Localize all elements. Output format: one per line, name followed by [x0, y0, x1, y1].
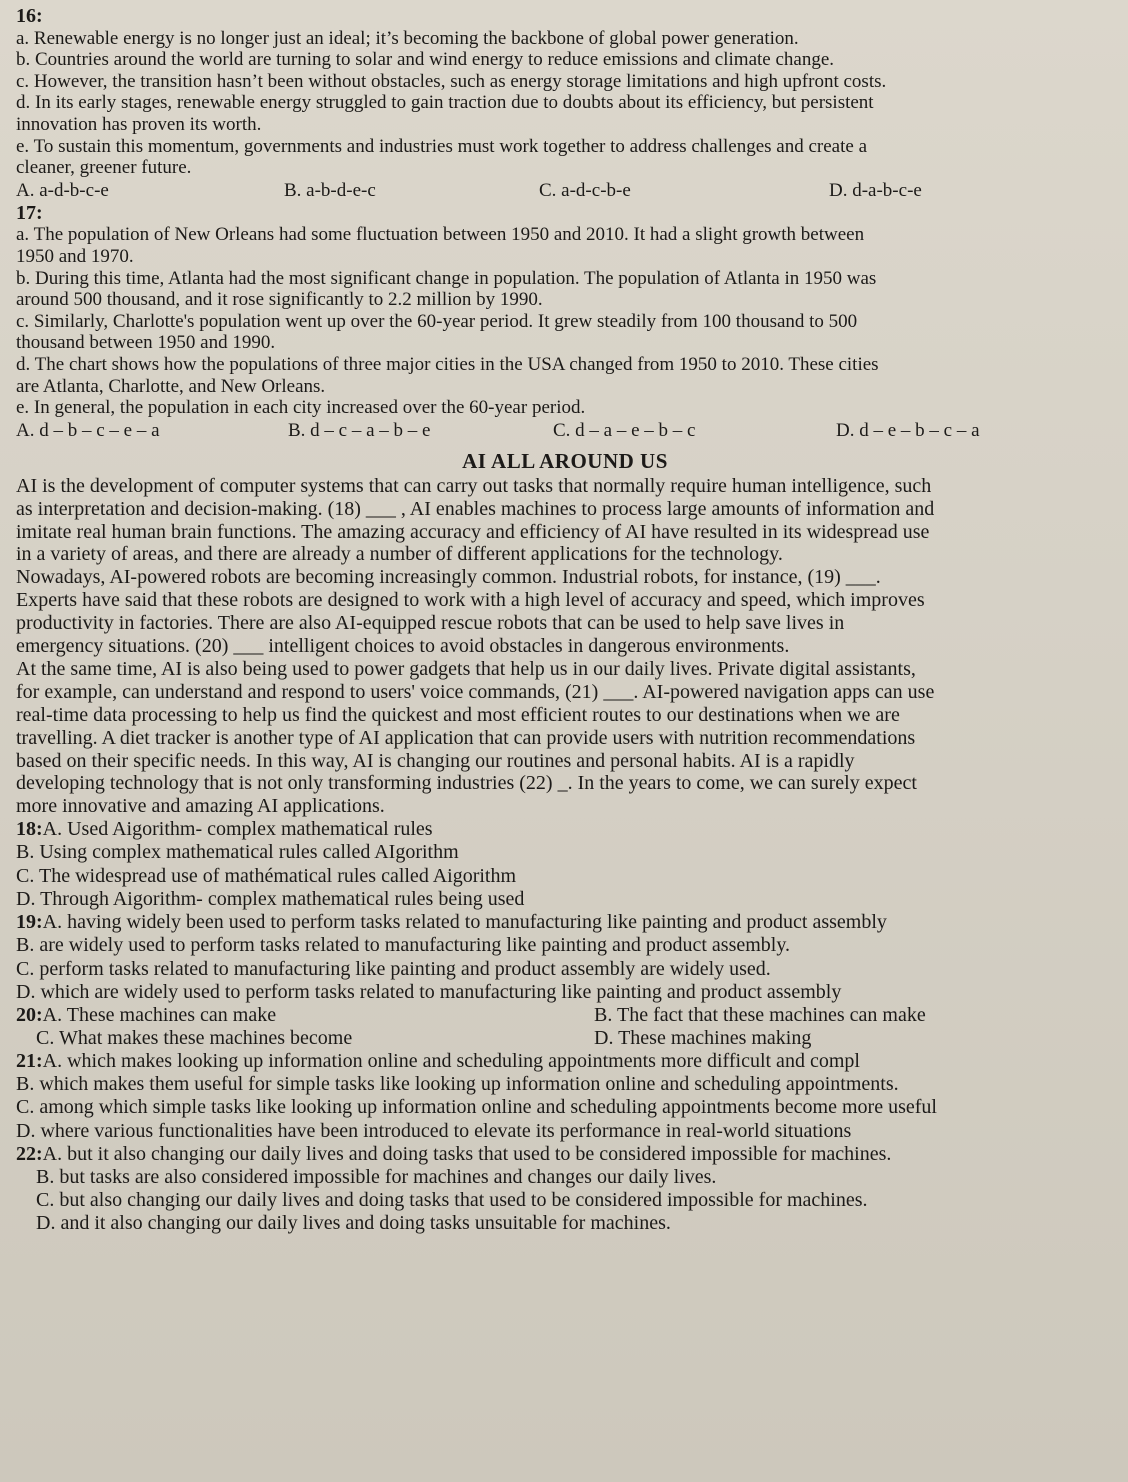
option-c[interactable]: C. What makes these machines become: [36, 1026, 353, 1049]
option-b[interactable]: B. but tasks are also considered impossible for machines and changes our daily lives.: [36, 1165, 717, 1188]
sentence-d-cont: are Atlanta, Charlotte, and New Orleans.: [16, 375, 326, 397]
option-c[interactable]: C. a-d-c-b-e: [539, 179, 631, 201]
option-a[interactable]: A. a-d-b-c-e: [16, 179, 109, 201]
sentence-e: e. To sustain this momentum, governments and industries must work together to address challenges and create a: [16, 135, 868, 157]
passage-line: imitate real human brain functions. The amazing accuracy and efficiency of AI have resulted in its widespread use: [16, 520, 930, 543]
question-number: 20:: [16, 1003, 43, 1026]
passage-line: At the same time, AI is also being used to power gadgets that help us in our daily lives. Private digital assistants,: [16, 657, 916, 680]
sentence-b: b. During this time, Atlanta had the most significant change in population. The population of Atlanta in 1950 was: [16, 267, 877, 289]
sentence-b-cont: around 500 thousand, and it rose significantly to 2.2 million by 1990.: [16, 289, 543, 311]
question-21: [16, 1050, 1114, 1143]
sentence-e-cont: cleaner, greener future.: [16, 157, 192, 179]
answer-options: [16, 179, 1114, 203]
option-b[interactable]: B. d – c – a – b – e: [288, 419, 431, 441]
option-b[interactable]: B. The fact that these machines can make: [594, 1003, 926, 1026]
option-a[interactable]: A. These machines can make: [42, 1003, 277, 1026]
option-d[interactable]: D. where various functionalities have been introduced to elevate its performance in real-world situations: [16, 1119, 852, 1142]
passage-line: emergency situations. (20) ___ intelligent choices to avoid obstacles in dangerous environments.: [16, 635, 790, 658]
passage-line: AI is the development of computer systems that can carry out tasks that normally require human intelligence, such: [16, 474, 932, 497]
option-b[interactable]: B. which makes them useful for simple tasks like looking up information online and scheduling appointments.: [16, 1073, 899, 1096]
passage-line: as interpretation and decision-making. (18) ___ , AI enables machines to process large amounts of information and: [16, 497, 935, 520]
passage-line: in a variety of areas, and there are already a number of different applications for the technology.: [16, 543, 783, 566]
sentence-d: d. The chart shows how the populations of three major cities in the USA changed from 1950 to 2010. These cities: [16, 353, 879, 375]
option-a[interactable]: A. which makes looking up information online and scheduling appointments more difficult and compl: [42, 1049, 860, 1072]
passage-line: for example, can understand and respond to users' voice commands, (21) ___. AI-powered navigation apps can use: [16, 680, 935, 703]
sentence-b: b. Countries around the world are turning to solar and wind energy to reduce emissions and climate change.: [16, 49, 835, 71]
question-number: 22:: [16, 1142, 43, 1165]
passage-line: productivity in factories. There are also AI-equipped rescue robots that can be used to help save lives in: [16, 612, 845, 635]
sentence-a: a. The population of New Orleans had some fluctuation between 1950 and 2010. It had a slight growth between: [16, 224, 865, 246]
option-b[interactable]: B. Using complex mathematical rules called AIgorithm: [16, 841, 459, 864]
option-a[interactable]: A. d – b – c – e – a: [16, 419, 160, 441]
passage-line: real-time data processing to help us find the quickest and most efficient routes to our destinations when we are: [16, 703, 900, 726]
sentence-a-cont: 1950 and 1970.: [16, 245, 134, 267]
option-a[interactable]: A. having widely been used to perform tasks related to manufacturing like painting and product assembly: [42, 911, 887, 934]
question-16: [16, 6, 1114, 203]
question-22: [16, 1143, 1114, 1236]
option-a[interactable]: A. Used Aigorithm- complex mathematical rules: [42, 818, 433, 841]
sentence-c: c. Similarly, Charlotte's population went up over the 60-year period. It grew steadily from 100 thousand to 500: [16, 310, 858, 332]
option-c[interactable]: C. but also changing our daily lives and doing tasks that used to be considered impossible for machines.: [36, 1189, 868, 1212]
sentence-d-cont: innovation has proven its worth.: [16, 113, 262, 135]
question-17: [16, 203, 1114, 443]
option-c[interactable]: C. among which simple tasks like looking up information online and scheduling appointments become more useful: [16, 1096, 937, 1119]
passage-title: AI ALL AROUND US: [462, 448, 668, 473]
question-number: 17:: [16, 202, 43, 224]
question-number: 19:: [16, 911, 43, 934]
option-d[interactable]: D. and it also changing our daily lives and doing tasks unsuitable for machines.: [36, 1212, 671, 1235]
passage-line: travelling. A diet tracker is another type of AI application that can provide users with nutrition recommendations: [16, 726, 916, 749]
question-20: [16, 1004, 1114, 1050]
question-number: 21:: [16, 1049, 43, 1072]
option-a[interactable]: A. but it also changing our daily lives and doing tasks that used to be considered impossible for machines.: [42, 1142, 892, 1165]
question-number: 16:: [16, 6, 43, 27]
sentence-d: d. In its early stages, renewable energy struggled to gain traction due to doubts about its efficiency, but persistent: [16, 92, 874, 114]
option-d[interactable]: D. These machines making: [594, 1026, 812, 1049]
option-b[interactable]: B. are widely used to perform tasks related to manufacturing like painting and product assembly.: [16, 934, 791, 957]
sentence-e: e. In general, the population in each city increased over the 60-year period.: [16, 397, 586, 419]
question-19: [16, 911, 1114, 1004]
option-d[interactable]: D. d-a-b-c-e: [829, 179, 922, 201]
passage-body: [16, 475, 1114, 819]
passage-line: developing technology that is not only transforming industries (22) _. In the years to come, we can surely expect: [16, 772, 917, 795]
option-b[interactable]: B. a-b-d-e-c: [284, 179, 376, 201]
passage-line: Experts have said that these robots are designed to work with a high level of accuracy and speed, which improves: [16, 589, 925, 612]
passage-line: based on their specific needs. In this way, AI is changing our routines and personal habits. AI is a rapidly: [16, 749, 855, 772]
option-c[interactable]: C. The widespread use of mathématical rules called Aigorithm: [16, 864, 517, 887]
sentence-c: c. However, the transition hasn’t been without obstacles, such as energy storage limitations and high upfront costs.: [16, 70, 887, 92]
option-c[interactable]: C. perform tasks related to manufacturing like painting and product assembly are widely used.: [16, 957, 771, 980]
option-c[interactable]: C. d – a – e – b – c: [553, 419, 696, 441]
sentence-c-cont: thousand between 1950 and 1990.: [16, 332, 276, 354]
answer-options: [16, 419, 1114, 443]
option-d[interactable]: D. which are widely used to perform tasks related to manufacturing like painting and product assembly: [16, 980, 842, 1003]
question-18: [16, 818, 1114, 911]
passage-line: more innovative and amazing AI applications.: [16, 795, 385, 818]
question-number: 18:: [16, 818, 43, 841]
sentence-a: a. Renewable energy is no longer just an ideal; it’s becoming the backbone of global power generation.: [16, 27, 799, 49]
passage-line: Nowadays, AI-powered robots are becoming increasingly common. Industrial robots, for instance, (19) ___.: [16, 566, 881, 589]
option-d[interactable]: D. d – e – b – c – a: [836, 419, 980, 441]
option-d[interactable]: D. Through Aigorithm- complex mathematical rules being used: [16, 887, 525, 910]
